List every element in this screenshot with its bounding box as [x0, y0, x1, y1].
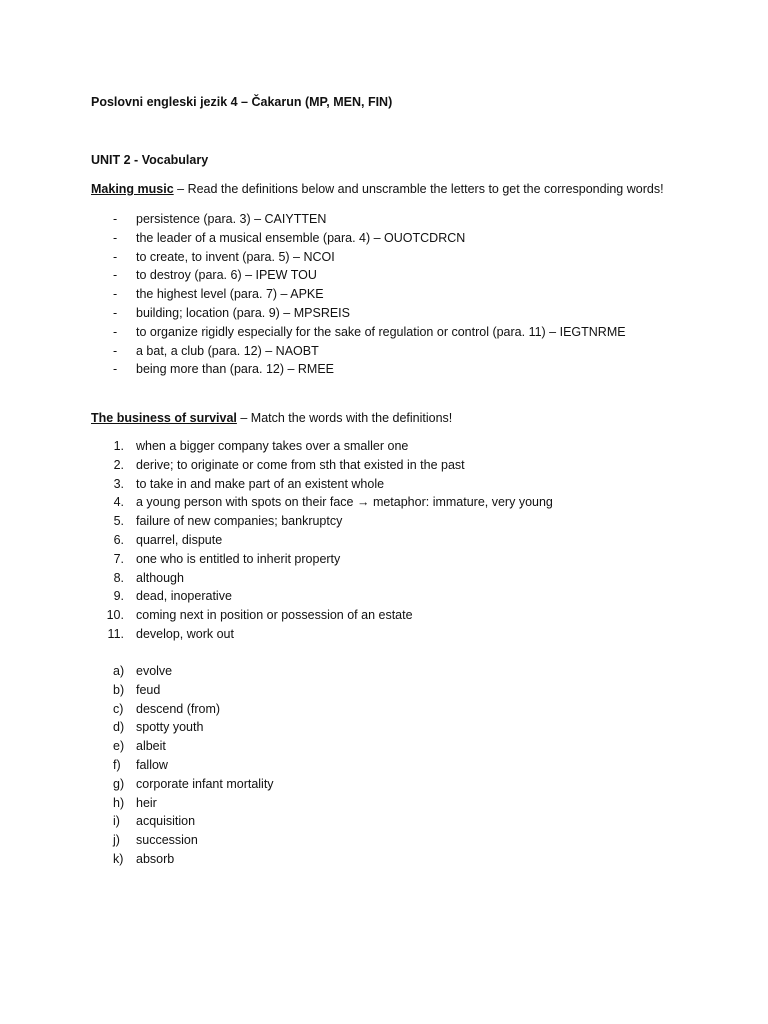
- unscramble-item: the leader of a musical ensemble (para. 4) – OUOTCDRCN: [136, 230, 466, 245]
- definition-number: 7.: [113, 551, 124, 566]
- bullet-marker: -: [113, 362, 118, 377]
- word-item: descend (from): [136, 701, 221, 716]
- word-item: heir: [136, 795, 157, 810]
- word-item: succession: [136, 833, 198, 848]
- definition-item: dead, inoperative: [136, 589, 232, 604]
- bullet-marker: -: [113, 324, 118, 339]
- section1-instruction: – Read the definitions below and unscramble the letters to get the corresponding words!: [173, 182, 664, 196]
- word-letter: b): [113, 682, 125, 697]
- word-letter: h): [113, 795, 125, 810]
- bullet-marker: -: [113, 287, 118, 302]
- document-title: Poslovni engleski jezik 4 – Čakarun (MP, MEN, FIN): [91, 95, 393, 109]
- word-item: acquisition: [136, 814, 196, 829]
- section2-heading: [91, 410, 452, 426]
- section1-heading: [91, 181, 664, 197]
- definition-number: 11.: [107, 627, 124, 641]
- unscramble-item: to create, to invent (para. 5) – NCOI: [136, 249, 335, 264]
- section2-instruction: – Match the words with the definitions!: [236, 411, 453, 425]
- definition-number: 5.: [113, 514, 124, 529]
- definition-number: 8.: [113, 570, 124, 585]
- definition-item: derive; to originate or come from sth that existed in the past: [136, 457, 465, 472]
- unscramble-item: a bat, a club (para. 12) – NAOBT: [136, 343, 319, 358]
- unscramble-item: being more than (para. 12) – RMEE: [136, 362, 335, 377]
- word-item: evolve: [136, 664, 173, 678]
- word-letter: j): [113, 833, 120, 848]
- bullet-marker: -: [113, 249, 118, 264]
- bullet-marker: -: [113, 230, 118, 245]
- definition-number: 6.: [113, 533, 124, 547]
- bullet-marker: -: [113, 343, 118, 358]
- definition-number: 9.: [113, 589, 124, 604]
- unscramble-item: the highest level (para. 7) – APKE: [136, 287, 324, 302]
- definition-item: failure of new companies; bankruptcy: [136, 514, 343, 529]
- word-letter: a): [113, 664, 125, 678]
- definition-number: 4.: [113, 495, 124, 510]
- unscramble-item: building; location (para. 9) – MPSREIS: [136, 306, 350, 320]
- word-item: fallow: [136, 758, 168, 772]
- definition-number: 1.: [113, 439, 124, 453]
- bullet-marker: -: [113, 306, 118, 320]
- word-letter: k): [113, 852, 124, 866]
- definition-item: coming next in position or possession of an estate: [136, 608, 413, 623]
- definition-number: 3.: [113, 476, 124, 491]
- definition-item: to take in and make part of an existent whole: [136, 476, 385, 491]
- word-letter: e): [113, 739, 125, 754]
- unit-title: UNIT 2 - Vocabulary: [91, 153, 209, 167]
- word-item: spotty youth: [136, 720, 204, 735]
- definition-item: although: [136, 570, 184, 585]
- definition-item: one who is entitled to inherit property: [136, 551, 341, 566]
- bullet-marker: -: [113, 268, 118, 283]
- unscramble-item: persistence (para. 3) – CAIYTTEN: [136, 212, 327, 226]
- word-letter: f): [113, 758, 121, 772]
- word-item: albeit: [136, 739, 166, 754]
- unscramble-item: to destroy (para. 6) – IPEW TOU: [136, 268, 317, 283]
- word-letter: i): [113, 814, 120, 829]
- definition-item: when a bigger company takes over a smaller one: [136, 439, 409, 453]
- definition-item: a young person with spots on their face → metaphor: immature, very young: [136, 495, 553, 510]
- bullet-marker: -: [113, 212, 118, 226]
- word-letter: d): [113, 720, 125, 735]
- unscramble-item: to organize rigidly especially for the sake of regulation or control (para. 11) – IEGTNRME: [136, 324, 626, 339]
- definition-number: 2.: [113, 457, 124, 472]
- word-letter: g): [113, 776, 125, 791]
- definition-item: develop, work out: [136, 627, 234, 641]
- section2-title: The business of survival: [91, 411, 237, 425]
- word-item: absorb: [136, 852, 175, 866]
- word-item: feud: [136, 682, 161, 697]
- definition-item: quarrel, dispute: [136, 533, 223, 547]
- definition-number: 10.: [106, 608, 124, 623]
- section1-title: Making music: [91, 182, 174, 196]
- word-item: corporate infant mortality: [136, 776, 274, 791]
- word-letter: c): [113, 701, 124, 716]
